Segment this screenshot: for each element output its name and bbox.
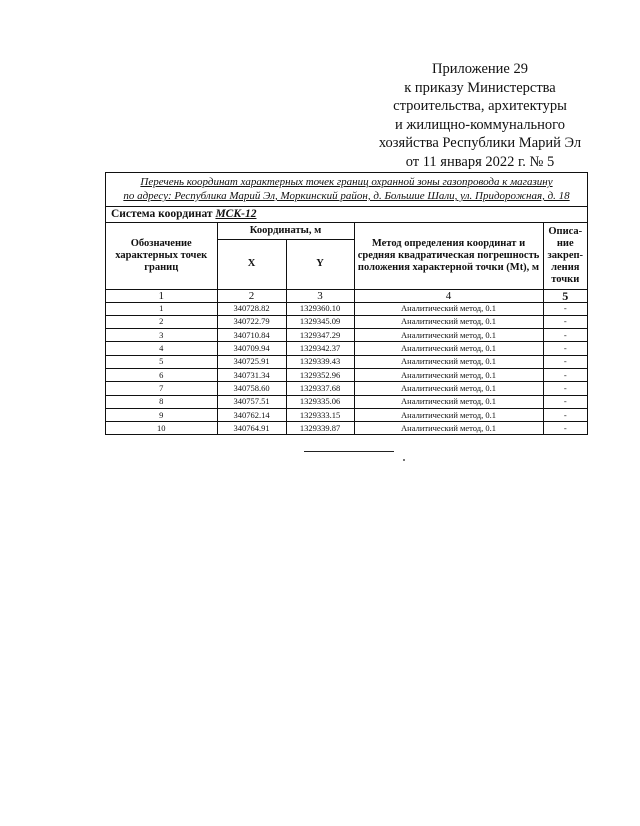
- column-number: 4: [354, 289, 543, 302]
- cell-y: 1329345.09: [286, 315, 354, 328]
- signature-line: [304, 451, 394, 452]
- table-row: [106, 422, 587, 435]
- cell-y: 1329333.15: [286, 408, 354, 421]
- column-number: 2: [217, 289, 286, 302]
- cell-x: 340725.91: [217, 355, 286, 368]
- cell-point: 8: [106, 395, 217, 408]
- table-row: [106, 342, 587, 355]
- cell-x: 340758.60: [217, 382, 286, 395]
- cell-point: 5: [106, 355, 217, 368]
- cell-method: Аналитический метод, 0.1: [354, 368, 543, 381]
- cell-y: 1329335.06: [286, 395, 354, 408]
- cell-x: 340757.51: [217, 395, 286, 408]
- scan-dot: [403, 459, 405, 461]
- cell-method: Аналитический метод, 0.1: [354, 422, 543, 435]
- cell-x: 340728.82: [217, 302, 286, 315]
- cell-fixing: -: [543, 315, 587, 328]
- cell-y: 1329342.37: [286, 342, 354, 355]
- cell-y: 1329337.68: [286, 382, 354, 395]
- coordinate-system-label: Система координат: [111, 208, 216, 220]
- cell-x: 340710.84: [217, 329, 286, 342]
- title-line: Перечень координат характерных точек границ охранной зоны газопровода к магазину: [140, 176, 553, 188]
- cell-fixing: -: [543, 408, 587, 421]
- coordinate-system-value: МСК-12: [215, 208, 257, 220]
- cell-fixing: -: [543, 355, 587, 368]
- header-fixing: Описа-ние закреп-ления точки: [543, 223, 587, 289]
- header-line: от 11 января 2022 г. № 5: [405, 153, 555, 170]
- table-row: [106, 329, 587, 342]
- cell-point: 4: [106, 342, 217, 355]
- cell-x: 340764.91: [217, 422, 286, 435]
- cell-fixing: -: [543, 342, 587, 355]
- cell-point: 1: [106, 302, 217, 315]
- table-row: [106, 302, 587, 315]
- cell-y: 1329339.87: [286, 422, 354, 435]
- cell-x: 340709.94: [217, 342, 286, 355]
- cell-y: 1329360.10: [286, 302, 354, 315]
- cell-method: Аналитический метод, 0.1: [354, 382, 543, 395]
- cell-point: 3: [106, 329, 217, 342]
- cell-method: Аналитический метод, 0.1: [354, 329, 543, 342]
- cell-x: 340722.79: [217, 315, 286, 328]
- cell-y: 1329347.29: [286, 329, 354, 342]
- header-line: хозяйства Республики Марий Эл: [378, 135, 582, 151]
- cell-method: Аналитический метод, 0.1: [354, 408, 543, 421]
- table-row: [106, 355, 587, 368]
- coordinates-document: [105, 172, 588, 435]
- cell-y: 1329352.96: [286, 368, 354, 381]
- cell-fixing: -: [543, 329, 587, 342]
- cell-method: Аналитический метод, 0.1: [354, 315, 543, 328]
- table-body: [106, 302, 587, 434]
- cell-method: Аналитический метод, 0.1: [354, 342, 543, 355]
- table-row: [106, 408, 587, 421]
- header-line: к приказу Министерства: [404, 79, 556, 96]
- cell-x: 340731.34: [217, 368, 286, 381]
- cell-fixing: -: [543, 395, 587, 408]
- table-row: [106, 315, 587, 328]
- document-title: [106, 173, 587, 207]
- header-x: X: [217, 239, 286, 289]
- table-row: [106, 382, 587, 395]
- cell-fixing: -: [543, 382, 587, 395]
- header-y: Y: [286, 239, 354, 289]
- cell-point: 6: [106, 368, 217, 381]
- cell-method: Аналитический метод, 0.1: [354, 395, 543, 408]
- cell-method: Аналитический метод, 0.1: [354, 355, 543, 368]
- header-method: Метод определения координат и средняя квадратическая погрешность положения характерной точки (Mt), м: [354, 223, 543, 289]
- table-row: [106, 395, 587, 408]
- coordinates-table: [106, 223, 587, 434]
- document-header: [360, 60, 600, 171]
- header-line: строительства, архитектуры: [393, 98, 567, 114]
- header-line: Приложение 29: [432, 61, 528, 77]
- header-point: Обозначение характерных точек границ: [106, 223, 217, 289]
- header-line: и жилищно-коммунального: [394, 116, 566, 133]
- cell-point: 9: [106, 408, 217, 421]
- cell-fixing: -: [543, 302, 587, 315]
- cell-fixing: -: [543, 368, 587, 381]
- cell-y: 1329339.43: [286, 355, 354, 368]
- title-line: по адресу: Республика Марий Эл, Моркинский район, д. Большие Шали, ул. Придорожная, д. 18: [123, 190, 570, 202]
- cell-point: 2: [106, 315, 217, 328]
- column-number: 5: [543, 289, 587, 302]
- cell-fixing: -: [543, 422, 587, 435]
- column-number: 1: [106, 289, 217, 302]
- table-row: [106, 368, 587, 381]
- column-number: 3: [286, 289, 354, 302]
- header-coordinates: Координаты, м: [217, 223, 354, 239]
- cell-x: 340762.14: [217, 408, 286, 421]
- cell-method: Аналитический метод, 0.1: [354, 302, 543, 315]
- cell-point: 7: [106, 382, 217, 395]
- coordinate-system: [106, 207, 587, 223]
- cell-point: 10: [106, 422, 217, 435]
